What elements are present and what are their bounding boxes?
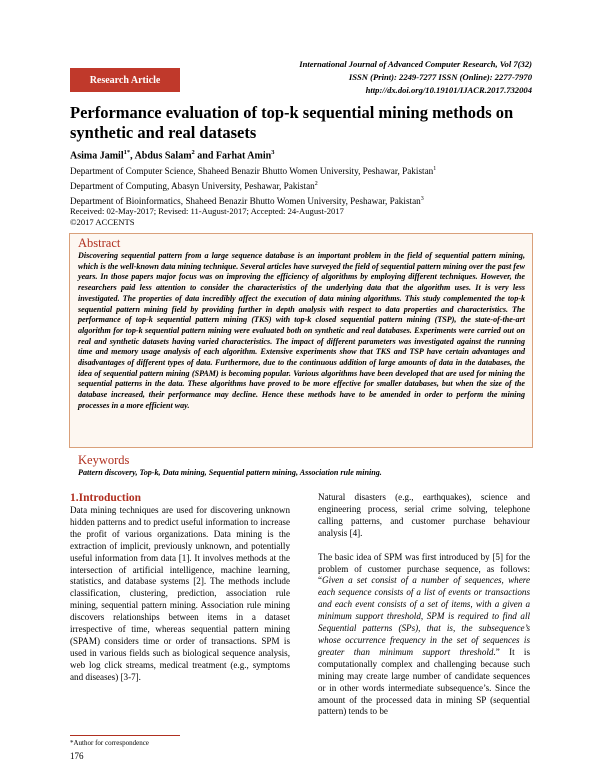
keywords-heading: Keywords (78, 453, 130, 467)
article-type-badge: Research Article (70, 68, 180, 92)
keywords-text: Pattern discovery, Top-k, Data mining, Sequential pattern mining, Association rule mining. (78, 468, 382, 477)
footnote-rule (70, 735, 180, 736)
author-affil-mark: 3 (271, 149, 275, 156)
affiliation-line: Department of Computing, Abasyn University, Peshawar, Pakistan$^2$ (70, 181, 318, 192)
author-name: Asima Jamil (70, 150, 124, 162)
journal-doi[interactable]: http://dx.doi.org/10.19101/IJACR.2017.732004 (365, 85, 532, 95)
copyright: ©2017 ACCENTS (70, 217, 135, 227)
affiliation-line: Department of Bioinformatics, Shaheed Benazir Bhutto Women University, Peshawar, Pakistan$^3$ (70, 196, 424, 207)
abstract-text: Discovering sequential pattern from a large sequence database is an important problem in the field of sequential pattern mining, which is the well-known data mining technique. Several articles have surveyed the field of sequential pattern mining over the past few years. In those papers major focus was on improving the efficiency of algorithms by employing different techniques. However, the researchers paid less attention to consider the characteristics of the underlying data that the algorithm uses. It is very less investigated. The properties of data incredibly affect the execution of data mining algorithms. This study complemented the top-k sequential pattern mining field by providing further in depth analysis with respect to data properties and characteristics. The performance of top-k sequential pattern mining (TKS) with top-k closed sequential pattern mining (TSP), the state-of-the-art algorithm for top-k sequential pattern mining were evaluated both on synthetic and real databases. Experiments were carried out on real and synthetic datasets having varied characteristics. The impact of different parameters was investigated against the running time and memory usage analysis of each algorithm. Extensive experiments show that TKS and TSP have certain advantages and disadvantages of different types of data. Furthermore, due to the continuous addition of large amounts of data in the databases, the idea of sequential pattern mining (SPAM) is becoming popular. Various algorithms have been developed that are used for mining the sequential patterns in the data. These algorithms have proved to be more effective for smaller databases, but when the size of the database increased, their performance may decline. Hence these methods have to be amended in order to perform the mining processes in a more efficient way. (78, 251, 525, 410)
abstract-heading: Abstract (78, 236, 121, 250)
journal-header (202, 58, 532, 97)
publication-dates (70, 206, 540, 228)
journal-issn: ISSN (Print): 2249-7277 ISSN (Online): 2277-7970 (348, 72, 532, 82)
page-number: 176 (70, 751, 84, 761)
definition-quote: Given a set consist of a number of sequences, where each sequence consists of a list of events or transactions and each event consists of a set of items, with a given a minimum support threshold, SPM is required to find all Sequential patterns (SPs), that is, the subsequence’s whose occurrence frequency in the set of sequences is greater than minimum support threshold. (318, 575, 530, 657)
journal-name: International Journal of Advanced Computer Research, Vol 7(32) (299, 59, 532, 69)
body-paragraph: The basic idea of SPM was first introduced by [5] for the problem of customer purchase sequence, as follows: “Given a set consist of a number of sequences, where each sequence consists of a list of events or transactions and each event consists of a set of items, with a given a minimum support threshold, SPM is required to find all Sequential patterns (SPs), that is, the subsequence’s whose occurrence frequency in the set of sequences is greater than minimum support threshold.” It is computationally complex and challenging because such mining may create large number of candidate sequences or in other words intermediate subsequence’s. Since the amount of the processed data in mining SP (sequential pattern) tends to be (318, 551, 530, 717)
affiliation-line: Department of Computer Science, Shaheed Benazir Bhutto Women University, Peshawar, Pakistan$^1$ (70, 166, 437, 177)
section-heading-introduction: 1.Introduction (70, 492, 142, 504)
paper-title: Performance evaluation of top-k sequential mining methods on synthetic and real datasets (70, 103, 514, 142)
author-affil-mark: 1* (123, 149, 131, 156)
body-column-right (318, 492, 530, 718)
correspondence-footnote: *Author for correspondence (70, 739, 149, 747)
author-name: Abdus Salam (134, 150, 192, 162)
body-column-left: Data mining techniques are used for discovering unknown hidden patterns and to predict useful information to increase the profit of various organizations. Data mining is the extraction of implicit, previously unknown, and potentially useful information from data [1]. It involves methods at the intersection of artificial intelligence, machine learning, statistics, and database systems [2]. The methods include classification, clustering, prediction, association rule mining, sequential pattern mining. Association rule mining discovers relationships between items in a dataset irrespective of time, whereas sequential pattern mining (SPAM) considers time or order of transactions. SPM is used in various fields such as biological sequence analysis, web log click streams, medical treatment (e.g., symptoms and diseases) [3-7]. (70, 505, 290, 682)
received-revised-accepted: Received: 02-May-2017; Revised: 11-August-2017; Accepted: 24-August-2017 (70, 206, 344, 216)
affiliations (70, 163, 540, 208)
body-paragraph: Natural disasters (e.g., earthquakes), science and engineering process, serial crime solving, telephone calling patterns, and customer purchase behaviour analysis [4]. (318, 492, 530, 538)
author-list: Asima Jamil$^{1*}$, Abdus Salam$^2$ and Farhat Amin$^3$ (70, 149, 275, 162)
author-name: Farhat Amin (215, 150, 272, 162)
author-affil-mark: 2 (191, 149, 195, 156)
